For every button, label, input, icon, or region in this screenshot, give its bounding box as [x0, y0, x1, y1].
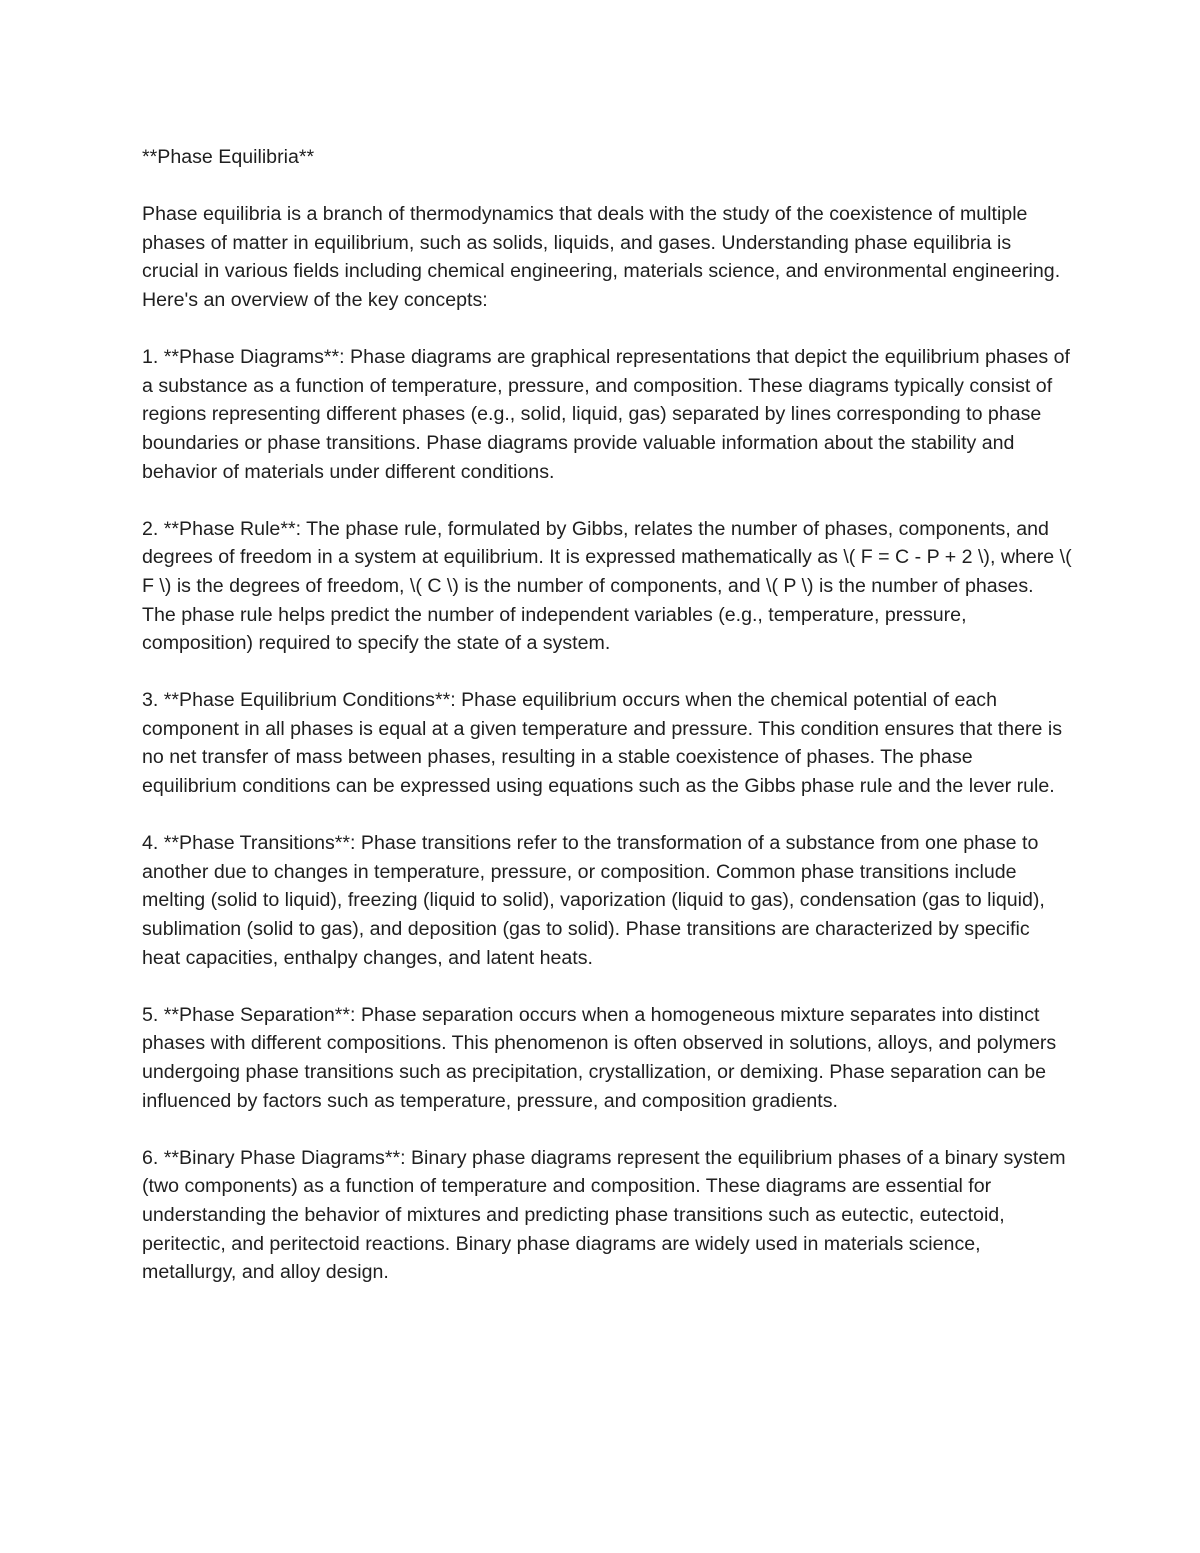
- document-body: [142, 143, 1072, 1315]
- section-binary-phase-diagrams: 6. **Binary Phase Diagrams**: Binary phase diagrams represent the equilibrium phases of a binary system (two components) as a function of temperature and composition. These diagrams are essential for understanding the behavior of mixtures and predicting phase transitions such as eutectic, eutectoid, peritectic, and peritectoid reactions. Binary phase diagrams are widely used in materials science, metallurgy, and alloy design.: [142, 1146, 1066, 1284]
- section-phase-transitions: 4. **Phase Transitions**: Phase transitions refer to the transformation of a substance from one phase to another due to changes in temperature, pressure, or composition. Common phase transitions include melting (solid to liquid), freezing (liquid to solid), vaporization (liquid to gas), condensation (gas to liquid), sublimation (solid to gas), and deposition (gas to solid). Phase transitions are characterized by specific heat capacities, enthalpy changes, and latent heats.: [142, 832, 1045, 969]
- section-phase-separation: 5. **Phase Separation**: Phase separation occurs when a homogeneous mixture separates into distinct phases with different compositions. This phenomenon is often observed in solutions, alloys, and polymers undergoing phase transitions such as precipitation, crystallization, or demixing. Phase separation can be influenced by factors such as temperature, pressure, and composition gradients.: [142, 1003, 1057, 1112]
- section-phase-rule: 2. **Phase Rule**: The phase rule, formulated by Gibbs, relates the number of phases, components, and degrees of freedom in a system at equilibrium. It is expressed mathematically as \( F = C - P + 2 \), where \( F \) is the degrees of freedom, \( C \) is the number of components, and \( P \) is the number of phases. The phase rule helps predict the number of independent variables (e.g., temperature, pressure, composition) required to specify the state of a system.: [142, 517, 1072, 655]
- intro-paragraph: Phase equilibria is a branch of thermodynamics that deals with the study of the coexistence of multiple phases of matter in equilibrium, such as solids, liquids, and gases. Understanding phase equilibria is crucial in various fields including chemical engineering, materials science, and environmental engineering. Here's an overview of the key concepts:: [142, 203, 1061, 311]
- section-phase-equilibrium-conditions: 3. **Phase Equilibrium Conditions**: Phase equilibrium occurs when the chemical potential of each component in all phases is equal at a given temperature and pressure. This condition ensures that there is no net transfer of mass between phases, resulting in a stable coexistence of phases. The phase equilibrium conditions can be expressed using equations such as the Gibbs phase rule and the lever rule.: [142, 689, 1062, 798]
- section-phase-diagrams: 1. **Phase Diagrams**: Phase diagrams are graphical representations that depict the equilibrium phases of a substance as a function of temperature, pressure, and composition. These diagrams typically consist of regions representing different phases (e.g., solid, liquid, gas) separated by lines corresponding to phase boundaries or phase transitions. Phase diagrams provide valuable information about the stability and behavior of materials under different conditions.: [142, 346, 1070, 483]
- document-title: **Phase Equilibria**: [142, 146, 315, 168]
